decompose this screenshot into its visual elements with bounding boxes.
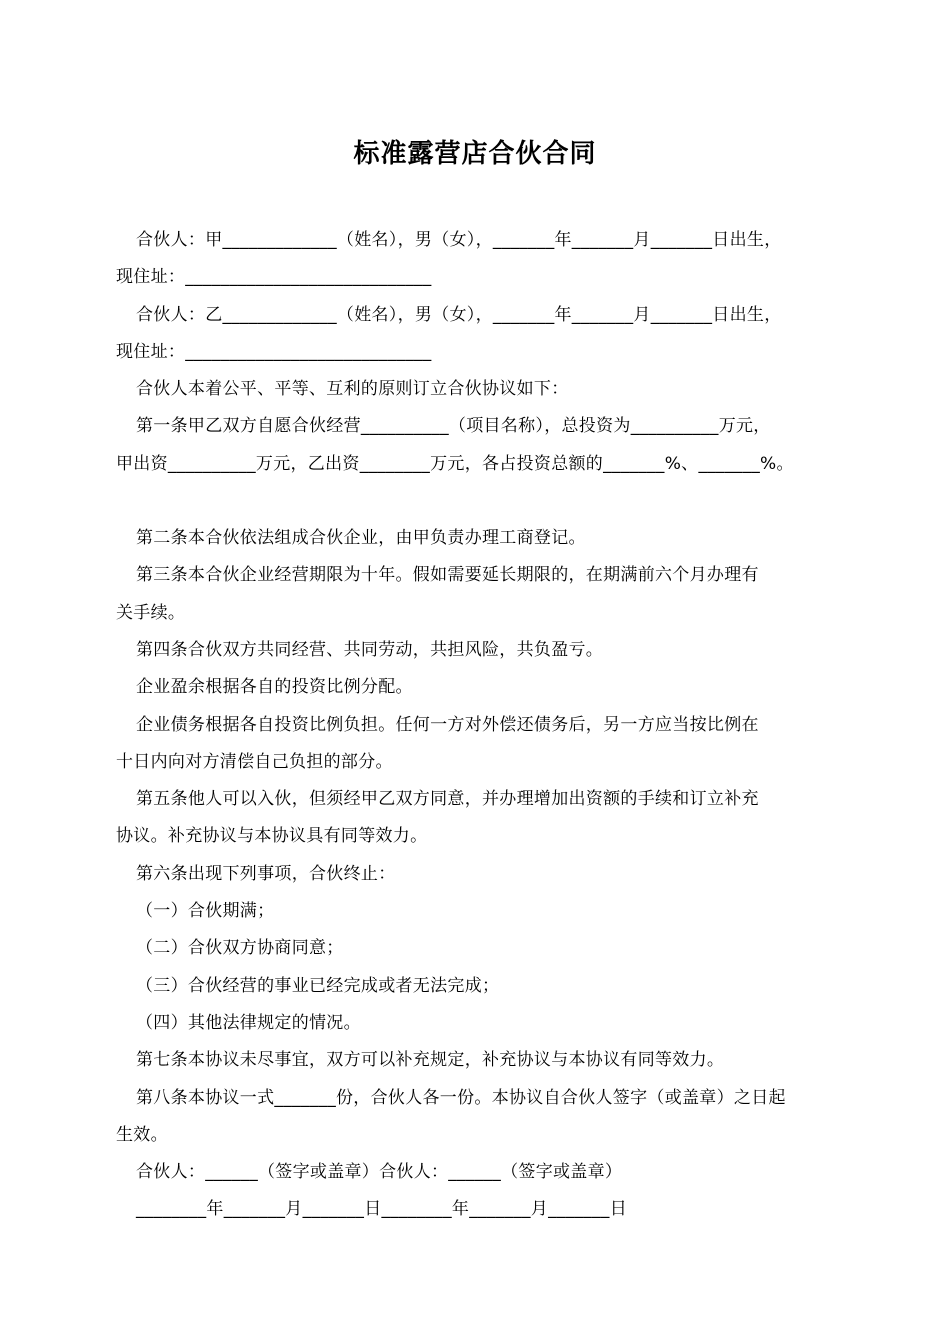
document-line: 企业盈余根据各自的投资比例分配。 <box>136 677 413 698</box>
document-line: 第七条本协议未尽事宜，双方可以补充规定，补充协议与本协议有同等效力。 <box>136 1050 725 1071</box>
document-line: 第二条本合伙依法组成合伙企业，由甲负责办理工商登记。 <box>136 528 586 549</box>
document-line: 现住址：____________________________ <box>116 267 432 288</box>
document-line: 协议。补充协议与本协议具有同等效力。 <box>116 826 428 847</box>
document-line: 第四条合伙双方共同经营、共同劳动，共担风险，共负盈亏。 <box>136 639 604 660</box>
document-line: 现住址：____________________________ <box>116 341 432 362</box>
document-line: 合伙人：______（签字或盖章）合伙人：______（签字或盖章） <box>136 1162 623 1183</box>
document-line: 合伙人本着公平、平等、互利的原则订立合伙协议如下： <box>136 379 569 400</box>
document-line: 第五条他人可以入伙，但须经甲乙双方同意，并办理增加出资额的手续和订立补充 <box>136 789 759 810</box>
document-title: 标准露营店合伙合同 <box>353 139 597 169</box>
document-line: 企业债务根据各自投资比例负担。任何一方对外偿还债务后，另一方应当按比例在 <box>136 714 759 735</box>
document-line: 第八条本协议一式_______份，合伙人各一份。本协议自合伙人签字（或盖章）之日起 <box>136 1087 786 1108</box>
document-body <box>116 222 846 1229</box>
document-line: 合伙人：甲_____________（姓名），男（女），_______年_______月_______日出生， <box>136 230 782 250</box>
document-line: 第六条出现下列事项，合伙终止： <box>136 863 396 884</box>
document-line: 第一条甲乙双方自愿合伙经营__________（项目名称），总投资为__________万元， <box>136 416 771 437</box>
document-line: ________年_______月_______日________年_______月_______日 <box>136 1199 627 1220</box>
document-line: 生效。 <box>116 1124 168 1145</box>
document-line: 合伙人：乙_____________（姓名），男（女），_______年_______月_______日出生， <box>136 304 782 325</box>
document-line: （二）合伙双方协商同意； <box>136 938 344 959</box>
document-line: 十日内向对方清偿自己负担的部分。 <box>116 751 393 772</box>
document-line: （三）合伙经营的事业已经完成或者无法完成； <box>136 975 500 996</box>
document-line: 甲出资__________万元，乙出资________万元，各占投资总额的_______%、_______%。 <box>116 453 794 474</box>
document-line: 关手续。 <box>116 602 186 623</box>
paragraph-gap <box>116 483 846 520</box>
document-line: （四）其他法律规定的情况。 <box>136 1012 361 1033</box>
document-line: 第三条本合伙企业经营期限为十年。假如需要延长期限的，在期满前六个月办理有 <box>136 565 759 586</box>
document-line: （一）合伙期满； <box>136 901 275 922</box>
